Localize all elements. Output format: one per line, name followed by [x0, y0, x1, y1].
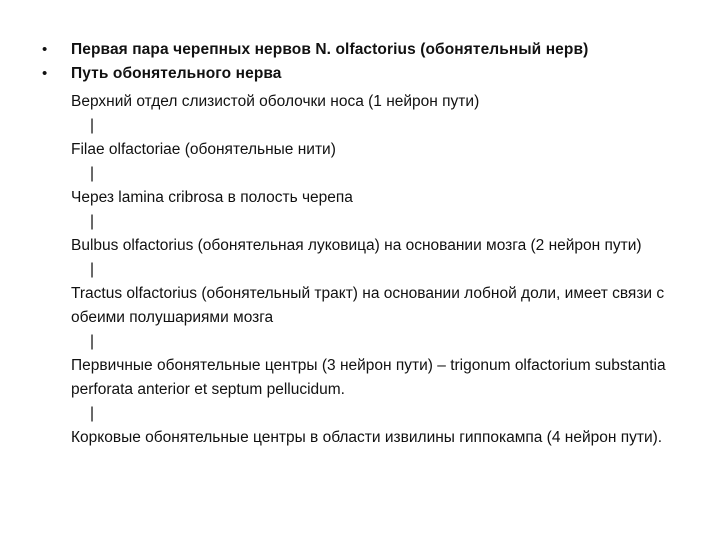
path-step: Верхний отдел слизистой оболочки носа (1 нейрон пути)	[71, 93, 480, 110]
path-step: Корковые обонятельные центры в области извилины гиппокампа (4 нейрон пути).	[71, 429, 663, 446]
bullet-item	[42, 62, 682, 86]
path-connector: |	[90, 261, 95, 278]
path-connector: |	[90, 333, 95, 350]
nerve-path-list	[71, 90, 671, 450]
path-step: Через lamina cribrosa в полость черепа	[71, 189, 353, 206]
path-connector: |	[90, 405, 95, 422]
path-step: Filae olfactoriae (обонятельные нити)	[71, 141, 336, 158]
bullet-item	[42, 38, 682, 62]
bullet-text-path: Путь обонятельного нерва	[71, 65, 282, 82]
path-step: Bulbus olfactorius (обонятельная луковица) на основании мозга (2 нейрон пути)	[71, 237, 642, 254]
path-step: Tractus olfactorius (обонятельный тракт) на основании лобной доли, имеет связи с обеими полушариями мозга	[71, 285, 665, 326]
path-connector: |	[90, 117, 95, 134]
path-connector: |	[90, 213, 95, 230]
bullet-list	[42, 38, 682, 86]
bullet-text-first-nerve: Первая пара черепных нервов N. olfactorius (обонятельный нерв)	[71, 41, 589, 58]
bullet-marker: •	[42, 65, 48, 82]
path-connector: |	[90, 165, 95, 182]
path-step: Первичные обонятельные центры (3 нейрон пути) – trigonum olfactorium substantia perforata anterior et septum pellucidum.	[71, 357, 666, 398]
bullet-marker: •	[42, 41, 48, 58]
